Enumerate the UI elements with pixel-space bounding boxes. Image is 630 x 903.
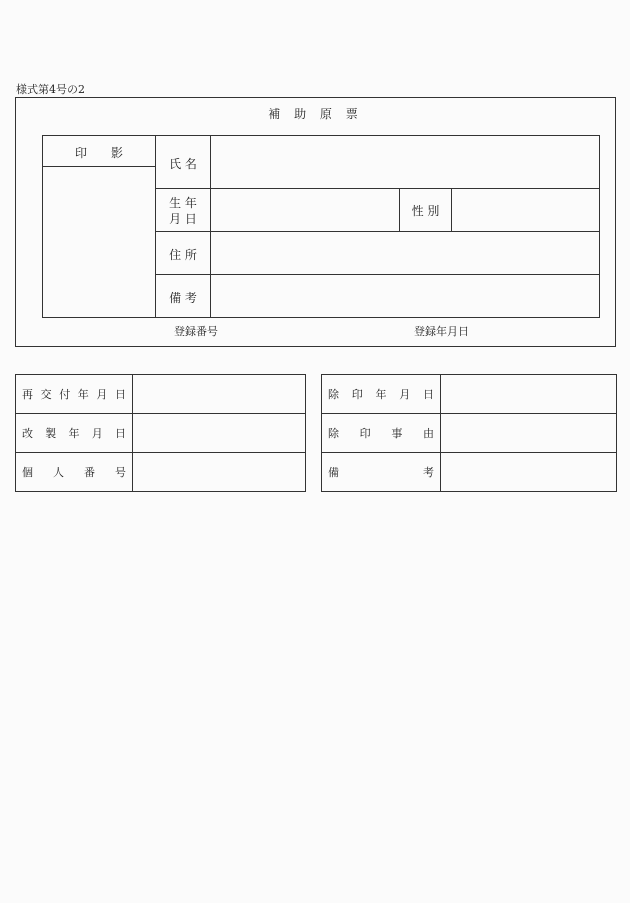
supplementary-ledger-box [15,97,616,347]
form-number-label: 様式第4号の2 [16,83,85,96]
table-row [322,453,617,492]
birth-date-label-bottom: 月 日 [169,212,197,226]
spread-label [22,453,126,491]
name-field[interactable] [211,136,599,188]
removal-reason-field[interactable] [441,414,617,453]
remarks-field[interactable] [441,453,617,492]
label-char: 年 [68,427,80,440]
table-row [322,375,617,414]
label-char: 日 [114,388,126,401]
label-char: 月 [91,427,103,440]
ledger-title: 補 助 原 票 [268,107,363,121]
label-char: 日 [115,427,126,440]
removal-date-label [322,375,441,414]
spread-label [328,414,434,452]
label-char: 月 [399,388,411,401]
label-char: 日 [423,388,434,401]
label-char: 号 [115,466,126,479]
spread-label [328,453,434,491]
remarks-label: 備 考 [169,291,197,305]
reissue-table [15,374,306,492]
remarks-field[interactable] [211,275,599,317]
label-char: 除 [328,388,339,401]
remarks-label [322,453,441,492]
label-char: 月 [96,388,108,401]
label-char: 付 [59,388,71,401]
label-char: 個 [22,466,33,479]
birth-date-field[interactable] [211,189,399,231]
label-char: 改 [22,427,33,440]
table-row [322,414,617,453]
removal-date-field[interactable] [441,375,617,414]
spread-label [328,375,434,413]
label-char: 除 [328,427,339,440]
reissue-date-label [16,375,133,414]
table-row [16,375,306,414]
label-char: 年 [375,388,387,401]
label-char: 番 [84,466,95,479]
label-char: 年 [77,388,89,401]
label-char: 人 [53,466,64,479]
registration-number-label: 登録番号 [174,325,218,338]
label-char: 再 [22,388,33,401]
address-field[interactable] [211,232,599,274]
label-char: 備 [328,466,339,479]
seal-impression-label: 印 影 [74,146,123,160]
label-char: 事 [391,427,403,440]
revision-date-field[interactable] [133,414,306,453]
removal-table [321,374,617,492]
spread-label [22,414,126,452]
registration-date-label: 登録年月日 [414,325,469,338]
table-row [16,414,306,453]
label-char: 製 [45,427,57,440]
reissue-date-field[interactable] [133,375,306,414]
label-char: 由 [423,427,435,440]
sex-label: 性 別 [411,204,440,218]
individual-number-field[interactable] [133,453,306,492]
address-label: 住 所 [169,248,197,262]
label-char: 交 [40,388,52,401]
revision-date-label [16,414,133,453]
individual-number-label [16,453,133,492]
spread-label [22,375,126,413]
sex-field[interactable] [452,189,599,231]
name-label: 氏 名 [169,157,197,171]
label-char: 印 [359,427,371,440]
label-char: 考 [423,466,435,479]
table-row [16,453,306,492]
seal-impression-area [43,167,155,317]
removal-reason-label [322,414,441,453]
label-char: 印 [351,388,363,401]
birth-date-label-top: 生 年 [169,196,197,210]
